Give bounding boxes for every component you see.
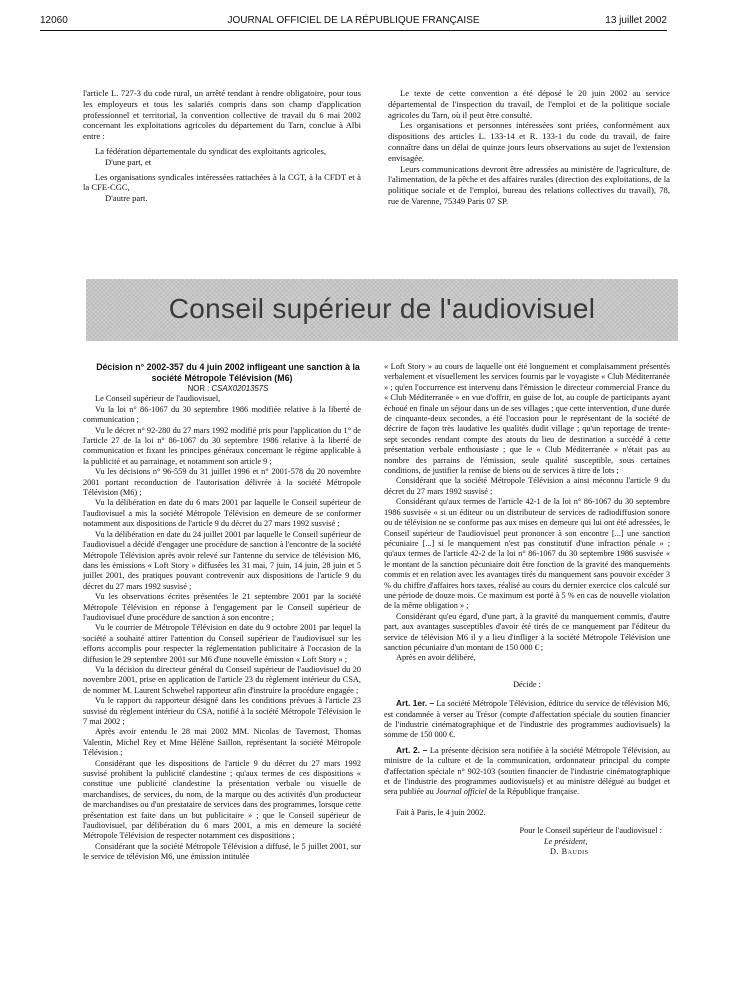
paragraph: « Loft Story » au cours de laquelle ont été longuement et complaisamment présentés verbalement et visuellement les services fournis par le voyagiste « Club Méditerranée » ; qu'en l'occurrence est intervenu dans l'émission le directeur commercial France du « Club Méditerranée » en vue d'offrir, en guise de lot, au couple de participants ayant échoué en finale un séjour dans un de ses villages ; que cette intervention, d'une durée de cinquante-deux secondes, a été l'occasion pour le représentant de la société de décrire de façon très laudative les qualités dudit village ; qu'un reportage de trente-sept secondes rendant compte des atouts du lieu de destination a succédé à cette présentation verbale enthousiaste ; que le « Club Méditerranée » n'était pas au nombre des parrains de l'émission, seule qualité susceptible, sous certaines conditions, de justifier la remise de biens ou de services à titre de lots ;	[384, 362, 670, 476]
paragraph: Les organisations et personnes intéressées sont priées, conformément aux dispositions des articles L. 133-14 et R. 133-1 du code du travail, de faire connaître dans un délai de quinze jours leurs observations au sujet de l'extension envisagée.	[388, 120, 670, 163]
paragraph: Leurs communications devront être adressées au ministère de l'agriculture, de l'alimentation, de la pêche et des affaires rurales (direction des exploitations, de la politique sociale et de l'emploi, bureau des relations collectives du travail), 78, rue de Varenne, 75349 Paris 07 SP.	[388, 163, 670, 206]
paragraph: D'une part, et	[105, 156, 152, 167]
top-right-column	[388, 88, 670, 207]
paragraph: Considérant que les dispositions de l'article 9 du décret du 27 mars 1992 susvisé prohibent la publicité clandestine ; qu'aux termes de ces dispositions « constitue une publicité clandestine la présentation verbale ou visuelle de marchandises, de services, du nom, de la marque ou des activités d'un producteur de marchandises ou d'un prestataire de services dans des programmes, lorsque cette présentation est faite dans un but publicitaire » ; que le Conseil supérieur de l'audiovisuel, par délibération du 6 mars 2001, a mis en demeure la société Métropole Télévision de respecter notamment ces dispositions ;	[83, 758, 361, 841]
paragraph: Après en avoir délibéré,	[396, 653, 476, 663]
article-1-label: Art. 1er. –	[396, 698, 435, 709]
article-1	[384, 698, 670, 741]
decision-right-column	[384, 362, 670, 857]
paragraph: Vu les observations écrites présentées le 21 septembre 2001 par la société Métropole Télévision en réponse à l'engagement par le Conseil supérieur de l'audiovisuel d'une procédure de sanction à son encontre ;	[83, 592, 361, 622]
signature-role: Le président,	[544, 836, 588, 846]
paragraph: Vu la délibération en date du 6 mars 2001 par laquelle le Conseil supérieur de l'audiovisuel a mis la société Métropole Télévision en demeure de se conformer notamment aux dispositions de l'article 9 du décret du 27 mars 1992 susvisé ;	[83, 498, 361, 529]
journal-officiel-ref: Journal officiel	[435, 787, 487, 797]
paragraph: D'autre part.	[105, 193, 148, 204]
journal-title: JOURNAL OFFICIEL DE LA RÉPUBLIQUE FRANÇAISE	[227, 15, 480, 26]
paragraph: Considérant qu'eu égard, d'une part, à la gravité du manquement commis, d'autre part, aux avantages susceptibles d'avoir été tirés de ce manquement par l'éditeur du service de télévision M6 il y a lieu d'infliger à la société Métropole Télévision une sanction pécuniaire d'un montant de 150 000 € ;	[384, 611, 670, 652]
article-2-label: Art. 2. –	[396, 744, 428, 755]
paragraph: Vu le courrier de Métropole Télévision en date du 9 octobre 2001 par lequel la société a souhaité attirer l'attention du Conseil supérieur de l'audiovisuel sur les efforts accomplis pour respecter la réglementation publicitaire à l'occasion de la diffusion le 29 septembre 2001 sur M6 d'une nouvelle émission « Loft Story » ;	[83, 623, 361, 664]
page-number: 12060	[40, 15, 68, 26]
article-2-text-end: de la République française.	[488, 787, 580, 797]
signature-name: D. Baudis	[550, 847, 589, 857]
signature-for: Pour le Conseil supérieur de l'audiovisuel :	[519, 826, 662, 836]
page-header	[40, 15, 667, 29]
section-banner	[86, 279, 678, 341]
article-2-text: La présente décision sera notifiée à la société Métropole Télévision, au ministre de la culture et de la communication, ordonnateur principal du compte d'affectation spéciale n° 902-103 (soutien financier de l'industrie cinématographique et de l'industrie des programmes audiovisuels) et au ministre délégué au budget et sera publiée au	[384, 745, 671, 797]
done-at: Fait à Paris, le 4 juin 2002.	[396, 807, 486, 817]
header-rule	[40, 30, 667, 31]
paragraph: Le texte de cette convention a été déposé le 20 juin 2002 au service départemental de l'inspection du travail, de l'emploi et de la politique sociale agricoles du Tarn, où il peut être consulté.	[388, 88, 670, 120]
paragraph: Vu la décision du directeur général du Conseil supérieur de l'audiovisuel du 20 novembre 2001, prise en application de l'article 23 du règlement intérieur du CSA, de nommer M. Laurent Schwebel rapporteur afin d'instruire la procédure engagée ;	[83, 664, 361, 695]
paragraph: Les organisations syndicales intéressées rattachées à la CGT, à la CFDT et à la CFE-CGC,	[83, 171, 361, 193]
paragraph: Vu le décret n° 92-280 du 27 mars 1992 modifié pris pour l'application du 1° de l'article 27 de la loi n° 86-1067 du 30 septembre 1986 relative à la liberté de communication et fixant les principes généraux concernant le régime applicable à la publicité et au parrainage, et notamment son article 9 ;	[83, 425, 361, 466]
banner-title: Conseil supérieur de l'audiovisuel	[168, 293, 596, 324]
decision-title: Décision n° 2002-357 du 4 juin 2002 infligeant une sanction à la société Métropole Télévision (M6)	[96, 362, 360, 383]
nor-reference	[83, 384, 361, 394]
paragraph: Vu le rapport du rapporteur désigné dans les conditions prévues à l'article 23 susvisé du règlement intérieur du CSA, notifié à la société Métropole Télévision le 7 mai 2002 ;	[83, 696, 361, 726]
paragraph: Vu la loi n° 86-1067 du 30 septembre 1986 modifiée relative à la liberté de communication ;	[83, 404, 361, 425]
paragraph: Vu la délibération en date du 24 juillet 2001 par laquelle le Conseil supérieur de l'audiovisuel a décidé d'engager une procédure de sanction à l'encontre de la société Métropole Télévision après avoir relevé sur l'antenne du service de télévision M6, dans les émissions « Loft Story » diffusées les 31 mai, 7 juin, 14 juin, 28 juin et 5 juillet 2001, des pratiques pouvant contrevenir aux dispositions de l'article 9 du décret du 27 mars 1992 susvisé ;	[83, 529, 361, 591]
paragraph: La fédération départementale du syndicat des exploitants agricoles,	[95, 145, 326, 156]
paragraph: Considérant que la société Métropole Télévision a ainsi méconnu l'article 9 du décret du 27 mars 1992 susvisé ;	[384, 476, 670, 496]
paragraph: Le Conseil supérieur de l'audiovisuel,	[95, 394, 221, 404]
top-left-column	[83, 88, 361, 204]
paragraph: Considérant qu'aux termes de l'article 42-1 de la loi n° 86-1067 du 30 septembre 1986 susvisée « si un éditeur ou un distributeur de services de radiodiffusion sonore ou de télévision ne se conforme pas aux mises en demeure qui lui ont été adressées, le Conseil supérieur de l'audiovisuel peut prononcer à son encontre [...] une sanction pécuniaire [...] si le manquement n'est pas constitutif d'une infraction pénale » ; qu'aux termes de l'article 42-2 de la loi n° 86-1067 du 30 septembre 1986 susvisée « le montant de la sanction pécuniaire doit être fonction de la gravité des manquements commis et en relation avec les avantages tirés du manquement sans pouvoir excéder 3 % du chiffre d'affaires hors taxes, réalisé au cours du dernier exercice clos calculé sur une période de douze mois. Ce maximum est porté à 5 % en cas de nouvelle violation de la même obligation » ;	[384, 497, 670, 611]
article-1-text: La société Métropole Télévision, éditrice du service de télévision M6, est condamnée à verser au Trésor (compte d'affectation spéciale du soutien financier de l'industrie cinématographique et de l'industrie des programmes audiovisuels) la somme de 150 000 €.	[384, 699, 671, 740]
nor-label: NOR :	[187, 384, 210, 393]
decision-left-column	[83, 362, 361, 863]
paragraph: l'article L. 727-3 du code rural, un arrêté tendant à rendre obligatoire, pour tous les employeurs et tous les salariés compris dans son champ d'application professionnel et territorial, la convention collective de travail du 6 mai 2002 concernant les exploitations agricoles du département du Tarn, conclue à Albi entre :	[83, 88, 361, 142]
decide-heading: Décide :	[513, 679, 541, 689]
paragraph: Considérant que la société Métropole Télévision a diffusé, le 5 juillet 2001, sur le service de télévision M6, une émission intitulée	[83, 841, 361, 862]
article-2	[384, 745, 670, 798]
issue-date: 13 juillet 2002	[605, 15, 667, 26]
nor-code: CSAX0201357S	[211, 384, 269, 393]
paragraph: Vu les décisions n° 96-559 du 31 juillet 1996 et n° 2001-578 du 20 novembre 2001 portant reconduction de l'autorisation délivrée à la société Métropole Télévision (M6) ;	[83, 467, 361, 498]
paragraph: Après avoir entendu le 28 mai 2002 MM. Nicolas de Tavernost, Thomas Valentin, Michel Rey et Mme Hélène Saillon, représentant la société Métropole Télévision ;	[83, 727, 361, 758]
